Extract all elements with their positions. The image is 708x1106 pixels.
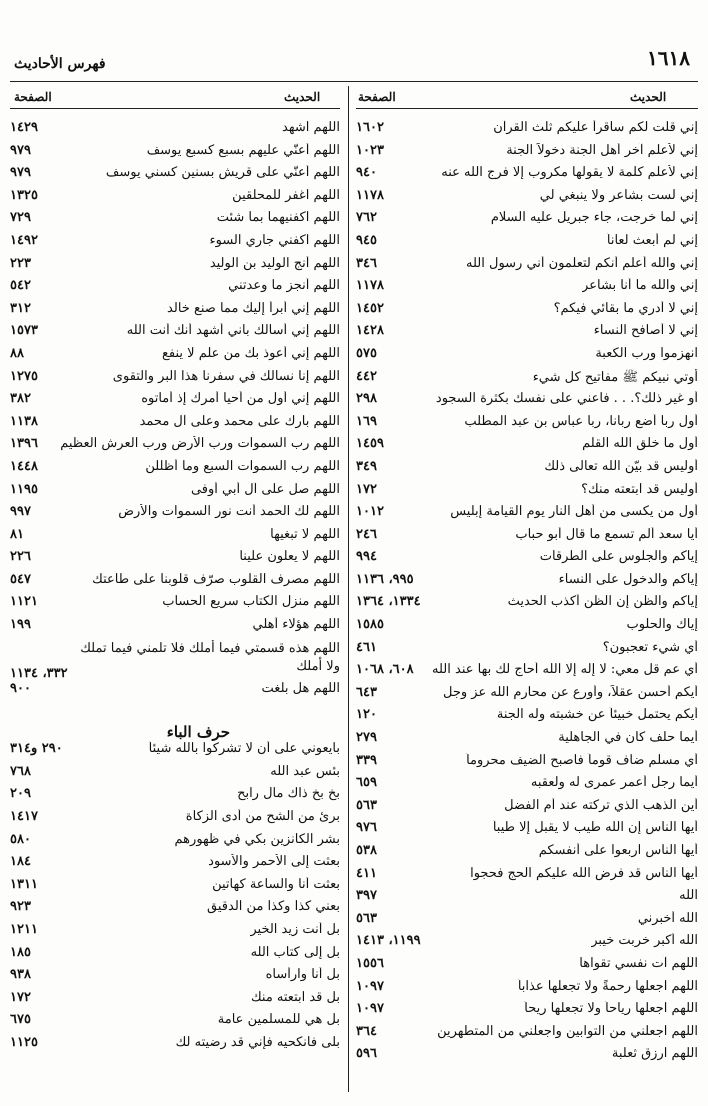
- page-ref: ١١٧٨: [356, 187, 384, 203]
- page-ref: ١١٧٨: [356, 278, 384, 294]
- index-entry: [356, 617, 698, 640]
- left-column: [10, 120, 340, 1058]
- hadith-text: انهزموا ورب الكعبة: [595, 345, 698, 361]
- index-entry: [10, 899, 340, 922]
- page-ref: ٧٢٩: [10, 210, 31, 226]
- page-ref: ٩٩٧: [10, 504, 31, 520]
- page-ref: ٢٢٣: [10, 255, 31, 271]
- page-ref: ٣٤٦: [356, 255, 377, 271]
- page-ref: ٣٣٩: [356, 752, 377, 768]
- hadith-text: أيما رجل أعمر عمرى له ولعقبه: [530, 775, 698, 791]
- index-entry: [356, 662, 698, 685]
- page-ref: ٣٤٩: [356, 458, 377, 474]
- hadith-text: أي مسلم ضاف قوماً فأصبح الضيف محروماً: [466, 752, 698, 768]
- hadith-text: بشر الكانزين بكي في ظهورهم: [174, 831, 340, 847]
- hadith-text: اللهم أنجز ما وعدتني: [228, 278, 340, 294]
- index-entry: [356, 482, 698, 505]
- page-ref: ٥٩٦: [356, 1046, 377, 1062]
- page-ref: ٩٣٨: [10, 967, 31, 983]
- index-entry: [356, 911, 698, 934]
- hadith-text: أوليس قد ابتعته منك؟: [581, 481, 698, 497]
- hadith-text: اللهم أعنّي عليهم بسبع كسبع يوسف: [146, 142, 340, 158]
- hadith-text: اللهم اشهد: [282, 120, 340, 135]
- hadith-text: إني لا أصافح النساء: [593, 323, 698, 339]
- hadith-text: بعثت أنا والساعة كهاتين: [212, 876, 340, 892]
- hadith-text: اللهم إني أول من أحيا أمرك إذ أماتوه: [141, 391, 340, 407]
- page-ref: ١٤٤٨: [10, 458, 38, 474]
- hadith-text: بل هي للمسلمين عامة: [217, 1012, 340, 1028]
- page-ref: ٥٤٢: [10, 278, 31, 294]
- hadith-text: اللهم صل على آل أبي أوفى: [190, 481, 340, 497]
- index-entry: [10, 323, 340, 346]
- index-entry: [10, 764, 340, 787]
- index-entry: [356, 188, 698, 211]
- index-entry: [10, 945, 340, 968]
- hadith-text: إني لست بشاعر ولا ينبغي لي: [539, 187, 698, 203]
- hadith-text: اللهم رب السموات السبع وما أظللن: [145, 458, 340, 474]
- page-ref: ٥٧٥: [356, 345, 377, 361]
- index-entry: [10, 990, 340, 1013]
- hadith-text: إني لا أدري ما بقائي فيكم؟: [553, 300, 698, 316]
- hadith-text: اللهم إني أسألك بأني أشهد أنك أنت الله: [126, 323, 340, 339]
- index-entry: [356, 301, 698, 324]
- page-ref: ١٨٤: [10, 854, 31, 870]
- header-rule: [10, 81, 698, 82]
- hadith-text: اللهم هل بلغت: [261, 680, 340, 696]
- page-ref: ٨٨: [10, 345, 24, 361]
- index-entry: [356, 504, 698, 527]
- index-entry: [10, 482, 340, 505]
- hadith-text: أول ما خلق الله القلم: [582, 436, 698, 452]
- page-ref: ٥٦٣: [356, 797, 377, 813]
- hadith-text: إياكم والظن إن الظن أكذب الحديث: [507, 594, 698, 610]
- index-entry: [356, 323, 698, 346]
- hadith-text: أيها الناس إن الله طيب لا يقبل إلا طيباً: [492, 820, 698, 836]
- page-ref: ١٠١٢: [356, 504, 384, 520]
- page-ref: ١١٢٥: [10, 1034, 38, 1050]
- hadith-text: إياك والحلوب: [626, 617, 698, 633]
- hadith-text: بل إلى كتاب الله: [250, 944, 340, 960]
- hadith-text: أين الذهب الذي تركته عند أم الفضل: [504, 797, 698, 813]
- hadith-text: إني لم أبعث لعاناً: [606, 232, 698, 248]
- hadith-text: أيا سعد ألم تسمع ما قال أبو حباب: [515, 526, 698, 542]
- hadith-text: اللهم رب السموات ورب الأرض ورب العرش العظيم: [60, 436, 340, 452]
- page-ref: ١١٣٨: [10, 413, 38, 429]
- page-ref: ١٤١٧: [10, 809, 38, 825]
- hadith-text: اللهم اكفني جاري السوء: [209, 232, 340, 248]
- index-entry: [356, 143, 698, 166]
- page-ref: ١٩٩: [10, 617, 31, 633]
- index-entry: [10, 640, 340, 681]
- page-ref: ٩٤٠: [356, 165, 377, 181]
- index-entry: [10, 459, 340, 482]
- page-ref: ١٢٠: [356, 707, 377, 723]
- right-page-header: الصفحة: [358, 90, 396, 104]
- index-entry: [356, 256, 698, 279]
- page-ref: ٣١٢: [10, 300, 31, 316]
- hadith-text: إني لأعلم آخر أهل الجنة دخولاً الجنة: [506, 142, 698, 158]
- hadith-text: اللهم إني أعوذ بك من علم لا ينفع: [162, 345, 340, 361]
- hadith-text: اللهم منزل الكتاب سريع الحساب: [162, 594, 340, 610]
- index-entry: [10, 967, 340, 990]
- page-ref: ١٠٩٧: [356, 978, 384, 994]
- hadith-text: إني قلت لكم سأقرأ عليكم ثلث القرآن: [493, 120, 698, 135]
- hadith-text: إياكم والدخول على النساء: [558, 571, 698, 587]
- page-ref: ٤٦١: [356, 639, 377, 655]
- index-entry: [356, 753, 698, 776]
- page-ref: ٥٣٨: [356, 843, 377, 858]
- index-entry: [10, 572, 340, 595]
- page-ref: ١٦٩: [356, 413, 377, 429]
- page-ref: ٢٠٩: [10, 786, 31, 802]
- hadith-text: بل أنت زيد الخير: [250, 922, 340, 937]
- section-spacer: [10, 703, 340, 717]
- index-entry: [10, 256, 340, 279]
- hadith-text: بايعوني على أن لا تشركوا بالله شيئاً: [148, 741, 340, 757]
- index-entry: [10, 233, 340, 256]
- index-entry: [10, 1012, 340, 1035]
- index-entry: [356, 933, 698, 956]
- page-ref: ٤١١: [356, 865, 377, 881]
- index-entry: [10, 832, 340, 855]
- column-divider: [348, 86, 349, 1092]
- index-entry: [10, 120, 340, 143]
- index-entry: [10, 301, 340, 324]
- index-entry: [10, 436, 340, 459]
- hadith-text: اللهم اكفنيهما بما شئت: [216, 210, 340, 226]
- index-entry: [356, 278, 698, 301]
- page-ref: ١٨٥: [10, 944, 31, 960]
- hadith-text: الله: [679, 888, 698, 904]
- page-ref: ١٤٥٩: [356, 436, 384, 452]
- hadith-text: الله أخبرني: [637, 910, 698, 926]
- index-entry: [356, 549, 698, 572]
- index-entry: [356, 594, 698, 617]
- index-entry: [10, 143, 340, 166]
- page-ref: ٩٩٥، ١١٣٦: [356, 571, 414, 587]
- hadith-text: اللهم هؤلاء أهلي: [252, 617, 340, 633]
- hadith-text: اللهم اجعلني من التوابين واجعلني من المتطهرين: [437, 1023, 698, 1039]
- page-ref: ٨١: [10, 526, 24, 542]
- page-ref: ٢٢٦: [10, 549, 31, 565]
- hadith-text: أوتي نبيكم ﷺ مفاتيح كل شيء: [532, 369, 698, 385]
- index-entry: [356, 798, 698, 821]
- page-ref: ١٣١١: [10, 876, 38, 892]
- hadith-text: أيما حلف كان في الجاهلية: [558, 730, 698, 746]
- page-ref: ٩٤٥: [356, 232, 377, 248]
- page-ref: ١٢١١: [10, 922, 38, 937]
- index-entry: [356, 459, 698, 482]
- hadith-text: أيكم أحسن عقلاً، وأورع عن محارم الله عز وجل: [443, 684, 698, 700]
- right-hadith-header: الحديث: [630, 90, 667, 104]
- index-entry: [10, 786, 340, 809]
- page-ref: ١١٩٥: [10, 481, 38, 497]
- index-entry: [10, 504, 340, 527]
- page-ref: ٥٨٠: [10, 831, 31, 847]
- left-hadith-header: الحديث: [284, 90, 321, 104]
- index-entry: [356, 685, 698, 708]
- hadith-text: بخ بخ ذاك مال رابح: [237, 786, 340, 802]
- index-entry: [356, 391, 698, 414]
- index-entry: [356, 730, 698, 753]
- page-ref: ٢٤٦: [356, 526, 377, 542]
- page-title: فهرس الأحاديث: [14, 56, 106, 72]
- page-ref: ١٤٢٨: [356, 323, 384, 339]
- page-ref: ٩٩٤: [356, 549, 377, 565]
- page-ref: ١٤٢٩: [10, 120, 38, 135]
- hadith-text: أيكم يحتمل خبيئاً عن خشبته وله الجنة: [496, 707, 698, 723]
- page-ref: ٩٧٦: [356, 820, 377, 836]
- index-entry: [10, 414, 340, 437]
- page-ref: ٩٧٩: [10, 142, 31, 158]
- index-entry: [356, 414, 698, 437]
- page-ref: ١٧٢: [356, 481, 377, 497]
- section-heading: حرف الباء: [166, 723, 230, 742]
- hadith-text: أيها الناس قد فرض الله عليكم الحج فحجوا: [470, 865, 698, 881]
- index-entry: [10, 369, 340, 392]
- hadith-text: إني لأعلم كلمة لا يقولها مكروب إلا فرج الله عنه: [441, 165, 698, 181]
- index-entry: [10, 809, 340, 832]
- hadith-text: اللهم مصرف القلوب صرّف قلوبنا على طاعتك: [92, 571, 340, 587]
- index-entry: [10, 594, 340, 617]
- index-entry: [356, 572, 698, 595]
- hadith-text: اللهم اغفر للمحلقين: [232, 187, 340, 203]
- index-entry: [356, 820, 698, 843]
- index-entry: [356, 888, 698, 911]
- hadith-text: إني والله ما أنا بشاعر: [582, 278, 698, 294]
- hadith-text: اللهم هذه قسمتي فيما أملك فلا تلمني فيما تملك ولا أملك: [80, 640, 340, 674]
- hadith-text: اللهم أعنّي على قريش بسنين كسني يوسف: [105, 165, 340, 181]
- index-entry: [356, 120, 698, 143]
- index-entry: [10, 165, 340, 188]
- index-entry: [10, 278, 340, 301]
- page-ref: ١٠٢٣: [356, 142, 384, 158]
- index-entry: [356, 956, 698, 979]
- hadith-text: أي عم قل معي: لا إله إلا الله أحاج لك بها عند الله: [432, 662, 698, 678]
- hadith-text: أيها الناس اربعوا على أنفسكم: [538, 843, 698, 858]
- page-ref: ٣٩٧: [356, 888, 377, 904]
- index-entry: [10, 922, 340, 945]
- index-entry: [10, 854, 340, 877]
- index-entry: [10, 1035, 340, 1058]
- hadith-text: بل أنا وارأساه: [265, 967, 340, 983]
- page-number: ١٦١٨: [647, 46, 690, 70]
- hadith-text: اللهم ارزق ثعلبة: [611, 1046, 698, 1062]
- index-entry: [356, 1046, 698, 1069]
- hadith-text: إني لما خرجت، جاء جبريل عليه السلام: [490, 210, 698, 226]
- index-entry: [356, 1001, 698, 1024]
- index-entry: [356, 775, 698, 798]
- index-entry: [10, 681, 340, 704]
- page-ref: ١١٢١: [10, 594, 38, 610]
- page-ref: ١٤٩٢: [10, 232, 38, 248]
- left-header-rule: [10, 108, 340, 109]
- hadith-text: اللهم لا تبغيها: [270, 526, 340, 542]
- page-ref: ٥٤٧: [10, 571, 31, 587]
- right-column: [356, 120, 698, 1069]
- hadith-text: أي شيء تعجبون؟: [602, 639, 698, 655]
- page-ref: ٣٨٢: [10, 391, 31, 407]
- hadith-text: إني والله أعلم أنكم لتعلمون أني رسول الله: [466, 255, 698, 271]
- page-ref: ٦٤٣: [356, 684, 377, 700]
- index-entry: [356, 843, 698, 866]
- index-entry: [356, 233, 698, 256]
- index-entry: [356, 640, 698, 663]
- page-ref: ٦٧٥: [10, 1012, 31, 1028]
- hadith-text: إياكم والجلوس على الطرقات: [539, 549, 698, 565]
- page-ref: ٦٥٩: [356, 775, 377, 791]
- page-ref: ١٣٩٦: [10, 436, 38, 452]
- page-ref: ١٣٣٤، ١٣٦٤: [356, 594, 421, 610]
- hadith-text: اللهم آت نفسي تقواها: [579, 955, 698, 971]
- hadith-text: اللهم إنا نسألك في سفرنا هذا البر والتقوى: [112, 368, 340, 384]
- hadith-text: برئ من الشح من أدى الزكاة: [185, 809, 340, 825]
- hadith-text: أو غير ذلك؟. . . فأعني على نفسك بكثرة السجود: [435, 391, 698, 407]
- hadith-text: بئس عبد الله: [270, 763, 340, 779]
- page-ref: ٧٦٢: [356, 210, 377, 226]
- hadith-text: اللهم لا يعلون علينا: [239, 549, 340, 565]
- index-entry: [10, 188, 340, 211]
- index-entry: [10, 527, 340, 550]
- index-entry: [356, 1024, 698, 1047]
- page-ref: ١٦٠٢: [356, 120, 384, 135]
- index-entry: [356, 210, 698, 233]
- page-ref: ٩٧٩: [10, 165, 31, 181]
- index-entry: [10, 617, 340, 640]
- page-ref: ٣٣٢، ١١٣٤: [10, 665, 68, 681]
- page-ref: ١٥٧٣: [10, 323, 38, 339]
- index-entry: [356, 707, 698, 730]
- hadith-text: اللهم بارك على محمد وعلى آل محمد: [139, 413, 340, 429]
- page-ref: ٩٠٠: [10, 680, 31, 696]
- index-entry: [10, 346, 340, 369]
- index-entry: [10, 210, 340, 233]
- hadith-text: اللهم لك الحمد أنت نور السموات والأرض: [118, 504, 340, 520]
- hadith-text: أول ربا أضع ربانا، ربا عباس بن عبد المطلب: [464, 413, 698, 429]
- hadith-text: أول من يكسى من أهل النار يوم القيامة إبليس: [450, 504, 698, 520]
- hadith-text: اللهم اجعلها رحمةً ولا تجعلها عذاباً: [517, 978, 698, 994]
- page-ref: ٧٦٨: [10, 763, 31, 779]
- hadith-text: اللهم أنج الوليد بن الوليد: [209, 255, 340, 271]
- page-ref: ١٧٢: [10, 989, 31, 1005]
- index-entry: [356, 866, 698, 889]
- page-ref: ٥٦٣: [356, 910, 377, 926]
- hadith-text: بعثت إلى الأحمر والأسود: [208, 854, 340, 870]
- index-entry: [356, 436, 698, 459]
- hadith-text: بعني كذا وكذا من الدقيق: [207, 899, 340, 915]
- right-header-rule: [356, 108, 698, 109]
- index-entry: [10, 741, 340, 764]
- page-ref: ٢٩٠ و٣١٤: [10, 741, 63, 757]
- page-ref: ١٤٥٢: [356, 300, 384, 316]
- index-entry: [356, 346, 698, 369]
- page-ref: ١٣٢٥: [10, 187, 38, 203]
- page-ref: ٢٧٩: [356, 730, 377, 746]
- page-ref: ١٢٧٥: [10, 368, 38, 384]
- index-entry: [356, 165, 698, 188]
- page-ref: ١١٩٩، ١٤١٣: [356, 933, 421, 949]
- index-entry: [356, 527, 698, 550]
- index-entry: [356, 979, 698, 1002]
- hadith-text: بل قد ابتعته منك: [250, 989, 340, 1005]
- index-entry: [356, 369, 698, 392]
- page-ref: ١٥٨٥: [356, 617, 384, 633]
- page-ref: ٦٠٨، ١٠٦٨: [356, 662, 414, 678]
- index-entry: [10, 391, 340, 414]
- page-ref: ٣٦٤: [356, 1023, 377, 1039]
- left-page-header: الصفحة: [14, 90, 52, 104]
- page-ref: ١٥٥٦: [356, 955, 384, 971]
- page-ref: ٩٢٣: [10, 899, 31, 915]
- index-entry: [10, 877, 340, 900]
- hadith-text: بلى فانكحيه فإني قد رضيته لك: [175, 1034, 340, 1050]
- hadith-text: اللهم اجعلها رياحاً ولا تجعلها ريحاً: [524, 1001, 698, 1017]
- index-entry: [10, 549, 340, 572]
- page-ref: ٤٤٢: [356, 368, 377, 384]
- hadith-text: اللهم إني أبرأ إليك مما صنع خالد: [167, 300, 340, 316]
- page-ref: ٢٩٨: [356, 391, 377, 407]
- page-ref: ١٠٩٧: [356, 1001, 384, 1017]
- hadith-text: الله أكبر خربت خيبر: [591, 933, 698, 949]
- hadith-text: أوليس قد بيّن الله تعالى ذلك: [544, 458, 698, 474]
